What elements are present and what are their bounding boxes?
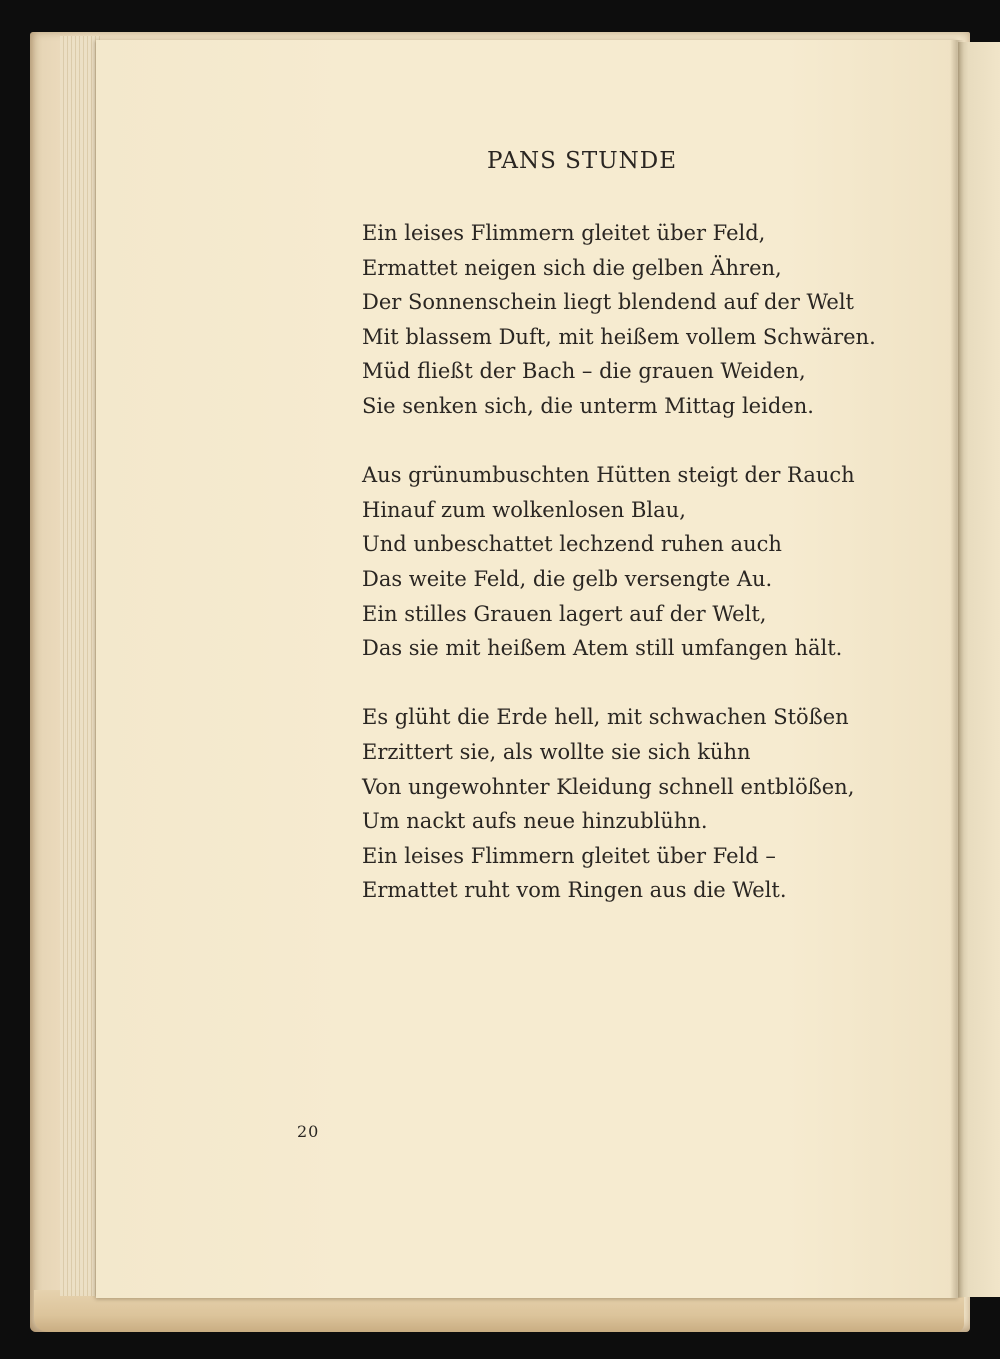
book-gutter bbox=[950, 40, 964, 1298]
stanza-2 bbox=[362, 458, 882, 666]
poem-line: Der Sonnenschein liegt blendend auf der Welt bbox=[362, 290, 854, 315]
stanza-1 bbox=[362, 216, 882, 424]
poem-line: Von ungewohnter Kleidung schnell entblößen, bbox=[362, 774, 855, 799]
poem-line: Ein leises Flimmern gleitet über Feld, bbox=[362, 221, 766, 245]
poem-line: Ein stilles Grauen lagert auf der Welt, bbox=[362, 601, 767, 626]
poem-line: Das weite Feld, die gelb versengte Au. bbox=[362, 566, 773, 591]
poem-line: Mit blassem Duft, mit heißem vollem Schwären. bbox=[362, 324, 876, 349]
poem-title: PANS STUNDE bbox=[486, 148, 677, 174]
poem-line: Sie senken sich, die unterm Mittag leiden. bbox=[362, 393, 814, 418]
page-number: 20 bbox=[297, 1122, 320, 1141]
stanza-3 bbox=[362, 700, 882, 908]
poem-line: Das sie mit heißem Atem still umfangen hält. bbox=[362, 636, 843, 661]
poem-line: Es glüht die Erde hell, mit schwachen Stößen bbox=[362, 705, 849, 730]
poem-line: Ermattet neigen sich die gelben Ähren, bbox=[362, 255, 782, 280]
page-stack-edges bbox=[60, 36, 100, 1296]
poem-line: Ermattet ruht vom Ringen aus die Welt. bbox=[362, 878, 787, 903]
poem-line: Ein leises Flimmern gleitet über Feld – bbox=[362, 843, 776, 868]
poem-line: Erzittert sie, als wollte sie sich kühn bbox=[362, 739, 751, 764]
poem-line: Hinauf zum wolkenlosen Blau, bbox=[362, 497, 686, 522]
poem-body bbox=[362, 216, 882, 908]
facing-page-edge bbox=[958, 42, 1000, 1297]
poem-line: Und unbeschattet lechzend ruhen auch bbox=[362, 532, 782, 557]
poem-line: Um nackt aufs neue hinzublühn. bbox=[362, 809, 708, 834]
poem-line: Müd fließt der Bach – die grauen Weiden, bbox=[362, 359, 806, 384]
poem-line: Aus grünumbuschten Hütten steigt der Rauch bbox=[362, 463, 855, 488]
